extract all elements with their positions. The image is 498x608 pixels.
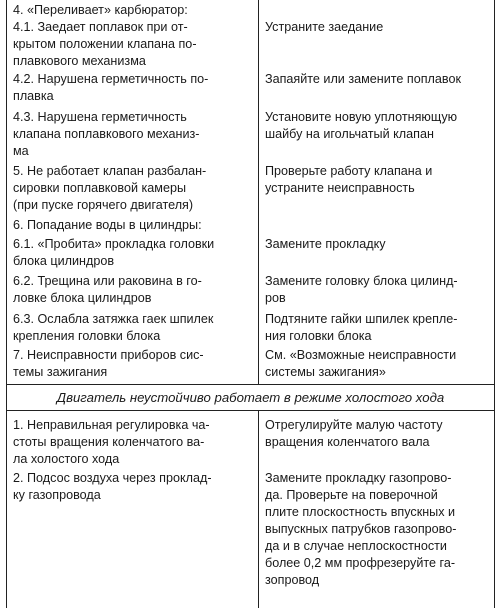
remedy-cell: Проверьте работу клапана и устраните неисправность	[265, 164, 433, 195]
cause-cell: 5. Не работает клапан разбалан- сировки поплавковой камеры (при пуске горячего двигателя)	[13, 164, 207, 212]
section-rule-bottom	[7, 410, 494, 411]
remedy-cell: Замените прокладку газопрово- да. Проверьте на поверочной плите плоскостность впускных и выпускных патрубков газопрово- да и в случае неплоскостности более 0,2 мм профрезеруйте га- зопровод	[265, 471, 457, 587]
cause-cell: 4.3. Нарушена герметичность клапана поплавкового механиз- ма	[13, 110, 200, 158]
cause-cell: 1. Неправильная регулировка ча- стоты вращения коленчатого ва- ла холостого хода	[13, 418, 210, 466]
remedy-cell: Замените прокладку	[265, 237, 386, 251]
cause-cell: 2. Подсос воздуха через проклад- ку газопровода	[13, 471, 212, 502]
column-divider-top	[258, 0, 259, 384]
cause-cell: 6. Попадание воды в цилиндры:	[13, 218, 202, 232]
remedy-cell: Замените головку блока цилинд- ров	[265, 274, 458, 305]
remedy-cell: Отрегулируйте малую частоту вращения коленчатого вала	[265, 418, 443, 449]
cause-cell: 7. Неисправности приборов сис- темы зажигания	[13, 348, 204, 379]
remedy-cell: Устраните заедание	[265, 20, 384, 34]
cause-cell: 4.2. Нарушена герметичность по- плавка	[13, 72, 209, 103]
troubleshooting-table	[6, 0, 495, 608]
section-rule-top	[7, 384, 494, 385]
remedy-cell: См. «Возможные неисправности системы зажигания»	[265, 348, 457, 379]
cause-cell: 4. «Переливает» карбюратор:	[13, 3, 188, 17]
cause-cell: 6.2. Трещина или раковина в го- ловке блока цилиндров	[13, 274, 202, 305]
cause-cell: 6.3. Ослабла затяжка гаек шпилек крепления головки блока	[13, 312, 214, 343]
cause-cell: 4.1. Заедает поплавок при от- крытом положении клапана по- плавкового механизма	[13, 20, 197, 68]
remedy-cell: Запаяйте или замените поплавок	[265, 72, 461, 86]
section-title: Двигатель неустойчиво работает в режиме холостого хода	[56, 390, 445, 405]
remedy-cell: Установите новую уплотняющую шайбу на игольчатый клапан	[265, 110, 458, 141]
cause-cell: 6.1. «Пробита» прокладка головки блока цилиндров	[13, 237, 215, 268]
column-divider-bottom	[258, 410, 259, 608]
remedy-cell: Подтяните гайки шпилек крепле- ния головки блока	[265, 312, 458, 343]
